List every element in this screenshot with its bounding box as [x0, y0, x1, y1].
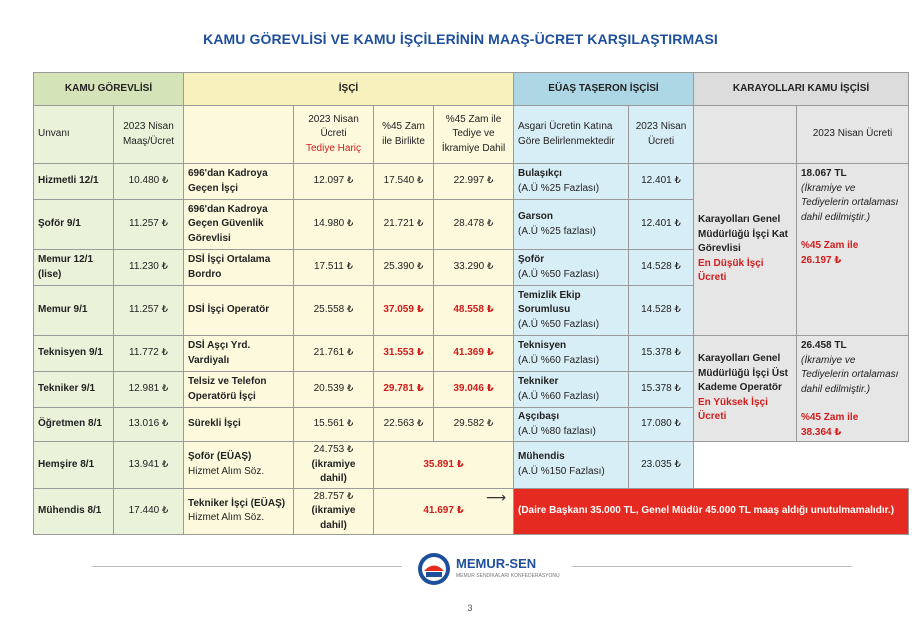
euas-sub: (A.Ü %60 Fazlası): [518, 354, 600, 366]
isci-cell: [184, 488, 294, 535]
euas-ucret-cell: 23.035 ₺: [629, 442, 694, 489]
euas-ucret-cell: 12.401 ₺: [629, 200, 694, 250]
merged-zam-cell: 41.697 ₺: [374, 488, 514, 535]
kara-label-2: [694, 336, 797, 442]
kara-note-1: (İkramiye ve Tediyelerin ortalaması dahil edilmiştir.): [801, 182, 899, 223]
euas-cell: [514, 164, 629, 200]
blank-cell: [694, 442, 909, 489]
euas-title: Şoför: [518, 254, 545, 265]
euas-ucret-cell: 15.378 ₺: [629, 372, 694, 408]
euas-cell: [514, 200, 629, 250]
header-karayollari: KARAYOLLARI KAMU İŞÇİSİ: [694, 73, 909, 106]
euas-cell: [514, 250, 629, 286]
maas-cell: 10.480 ₺: [114, 164, 184, 200]
subheader-tediye-haric: Tediye Hariç: [305, 142, 362, 154]
kara-label-1-red: En Düşük İşçi Ücreti: [698, 257, 764, 284]
header-euas: EÜAŞ TAŞERON İŞÇİSİ: [514, 73, 694, 106]
zam-cell: 29.781 ₺: [374, 372, 434, 408]
memursen-emblem-icon: [417, 552, 451, 586]
euas-ucret-cell: 17.080 ₺: [629, 408, 694, 442]
euas-ucret-cell: 15.378 ₺: [629, 336, 694, 372]
euas-ucret-cell: 12.401 ₺: [629, 164, 694, 200]
zam-cell: 37.059 ₺: [374, 286, 434, 336]
page-title: KAMU GÖREVLİSİ VE KAMU İŞÇİLERİNİN MAAŞ-ÜCRET KARŞILAŞTIRMASI: [203, 31, 718, 47]
dahil-cell: 48.558 ₺: [434, 286, 514, 336]
subheader-maas: 2023 Nisan Maaş/Ücret: [114, 106, 184, 164]
euas-sub: (A.Ü %80 fazlası): [518, 425, 596, 437]
subheader-euas-ucret: 2023 Nisan Ücreti: [629, 106, 694, 164]
subheader-unvani: Unvanı: [34, 106, 114, 164]
unvan-cell: Teknisyen 9/1: [34, 336, 114, 372]
table-row: [34, 442, 909, 489]
kara-note-2: (İkramiye ve Tediyelerin ortalaması dahil edilmiştir.): [801, 354, 899, 395]
euas-sub: (A.Ü %60 Fazlası): [518, 390, 600, 402]
dahil-cell: 41.369 ₺: [434, 336, 514, 372]
zam-cell: 22.563 ₺: [374, 408, 434, 442]
euas-sub: (A.Ü %150 Fazlası): [518, 465, 605, 477]
memursen-logo: [417, 550, 567, 590]
table-row: [34, 488, 909, 535]
euas-title: Bulaşıkçı: [518, 168, 562, 179]
euas-title: Mühendis: [518, 451, 565, 463]
isci-sub: Hizmet Alım Söz.: [188, 512, 265, 524]
kara-zam-1: 26.197 ₺: [801, 254, 842, 266]
maas-cell: 12.981 ₺: [114, 372, 184, 408]
unvan-cell: Mühendis 8/1: [34, 488, 114, 535]
ucret-cell: [294, 488, 374, 535]
kara-zam-2: 38.364 ₺: [801, 426, 842, 438]
isci-cell: DSİ İşçi Operatör: [184, 286, 294, 336]
kara-value-2: [797, 336, 909, 442]
isci-cell: 696'dan Kadroya Geçen Güvenlik Görevlisi: [184, 200, 294, 250]
arrow-icon: ⟶: [486, 489, 507, 505]
dahil-cell: 28.478 ₺: [434, 200, 514, 250]
table-row: [34, 164, 909, 200]
subheader-kara-ucret: 2023 Nisan Ücreti: [797, 106, 909, 164]
ucret-cell: 25.558 ₺: [294, 286, 374, 336]
euas-cell: [514, 286, 629, 336]
dahil-cell: 33.290 ₺: [434, 250, 514, 286]
ucret-cell: [294, 442, 374, 489]
maas-cell: 13.941 ₺: [114, 442, 184, 489]
subheader-zam45-dahil: %45 Zam ile Tediye ve İkramiye Dahil: [434, 106, 514, 164]
euas-cell: [514, 408, 629, 442]
euas-cell: [514, 442, 629, 489]
subheader-asgari: Asgari Ücretin Katına Göre Belirlenmektedir: [514, 106, 629, 164]
isci-cell: DSİ Aşçı Yrd. Vardiyalı: [184, 336, 294, 372]
dahil-cell: 22.997 ₺: [434, 164, 514, 200]
unvan-cell: Hemşire 8/1: [34, 442, 114, 489]
isci-title: Tekniker İşçi (EÜAŞ): [188, 497, 286, 509]
euas-sub: (A.Ü %50 Fazlası): [518, 318, 600, 330]
kara-amount-2: 26.458 TL: [801, 340, 847, 351]
kara-label-2-text: Karayolları Genel Müdürlüğü İşçi Üst Kademe Operatör: [698, 353, 788, 394]
subheader-zam45: %45 Zam ile Birlikte: [374, 106, 434, 164]
euas-title: Temizlik Ekip Sorumlusu: [518, 289, 581, 316]
subheader-kara-blank: [694, 106, 797, 164]
isci-cell: Sürekli İşçi: [184, 408, 294, 442]
euas-title: Aşçıbaşı: [518, 411, 560, 422]
euas-cell: [514, 336, 629, 372]
isci-title: Şoför (EÜAŞ): [188, 451, 252, 463]
table-row: [34, 336, 909, 372]
zam-cell: 21.721 ₺: [374, 200, 434, 250]
ucret-cell: 15.561 ₺: [294, 408, 374, 442]
maas-cell: 11.257 ₺: [114, 200, 184, 250]
zam-cell: 17.540 ₺: [374, 164, 434, 200]
logo-subtitle: MEMUR SENDİKALARI KONFEDERASYONU: [456, 573, 560, 579]
page-number: 3: [467, 603, 473, 613]
header-isci: İŞÇİ: [184, 73, 514, 106]
maas-cell: 17.440 ₺: [114, 488, 184, 535]
ucret-cell: 14.980 ₺: [294, 200, 374, 250]
euas-sub: (A.Ü %25 fazlası): [518, 225, 596, 237]
unvan-cell: Şoför 9/1: [34, 200, 114, 250]
ucret-value: 28.757 ₺: [313, 490, 354, 502]
kara-label-2-red: En Yüksek İşçi Ücreti: [698, 396, 768, 423]
footer-divider-left: [92, 566, 402, 567]
dahil-cell: 39.046 ₺: [434, 372, 514, 408]
subheader-ucret-text: 2023 Nisan Ücreti: [308, 113, 359, 140]
logo-name: MEMUR-SEN: [456, 556, 537, 571]
ucret-cell: 12.097 ₺: [294, 164, 374, 200]
isci-cell: DSİ İşçi Ortalama Bordro: [184, 250, 294, 286]
ucret-cell: 21.761 ₺: [294, 336, 374, 372]
warning-banner: (Daire Başkanı 35.000 TL, Genel Müdür 45.000 TL maaş aldığı unutulmamalıdır.): [514, 488, 909, 535]
maas-cell: 11.772 ₺: [114, 336, 184, 372]
euas-title: Teknisyen: [518, 340, 567, 351]
euas-title: Tekniker: [518, 376, 559, 387]
ucret-sub: (ikramiye dahil): [311, 458, 356, 484]
zam-cell: 31.553 ₺: [374, 336, 434, 372]
subheader-isci-blank: [184, 106, 294, 164]
header-kamu: KAMU GÖREVLİSİ: [34, 73, 184, 106]
ucret-value: 24.753 ₺: [313, 444, 354, 455]
isci-cell: 696'dan Kadroya Geçen İşçi: [184, 164, 294, 200]
kara-zam-label-1: %45 Zam ile: [801, 240, 859, 251]
maas-cell: 13.016 ₺: [114, 408, 184, 442]
zam-cell: 25.390 ₺: [374, 250, 434, 286]
merged-zam-cell: 35.891 ₺: [374, 442, 514, 489]
kara-amount-1: 18.067 TL: [801, 168, 847, 179]
maas-cell: 11.230 ₺: [114, 250, 184, 286]
euas-sub: (A.Ü %50 Fazlası): [518, 268, 600, 280]
footer-divider-right: [572, 566, 852, 567]
unvan-cell: Öğretmen 8/1: [34, 408, 114, 442]
euas-ucret-cell: 14.528 ₺: [629, 286, 694, 336]
comparison-table: [33, 72, 909, 535]
isci-cell: [184, 442, 294, 489]
ucret-cell: 17.511 ₺: [294, 250, 374, 286]
isci-sub: Hizmet Alım Söz.: [188, 465, 265, 477]
unvan-cell: Tekniker 9/1: [34, 372, 114, 408]
ucret-sub: (ikramiye dahil): [311, 505, 356, 531]
subheader-isci-ucret: [294, 106, 374, 164]
kara-label-1-text: Karayolları Genel Müdürlüğü İşçi Kat Görevlisi: [698, 214, 788, 255]
kara-label-1: [694, 164, 797, 336]
unvan-cell: Memur 9/1: [34, 286, 114, 336]
kara-zam-label-2: %45 Zam ile: [801, 412, 859, 423]
isci-cell: Telsiz ve Telefon Operatörü İşçi: [184, 372, 294, 408]
ucret-cell: 20.539 ₺: [294, 372, 374, 408]
unvan-cell: Hizmetli 12/1: [34, 164, 114, 200]
unvan-cell: Memur 12/1 (lise): [34, 250, 114, 286]
dahil-cell: 29.582 ₺: [434, 408, 514, 442]
euas-title: Garson: [518, 211, 554, 222]
kara-value-1: [797, 164, 909, 336]
maas-cell: 11.257 ₺: [114, 286, 184, 336]
euas-sub: (A.Ü %25 Fazlası): [518, 182, 600, 194]
euas-cell: [514, 372, 629, 408]
euas-ucret-cell: 14.528 ₺: [629, 250, 694, 286]
